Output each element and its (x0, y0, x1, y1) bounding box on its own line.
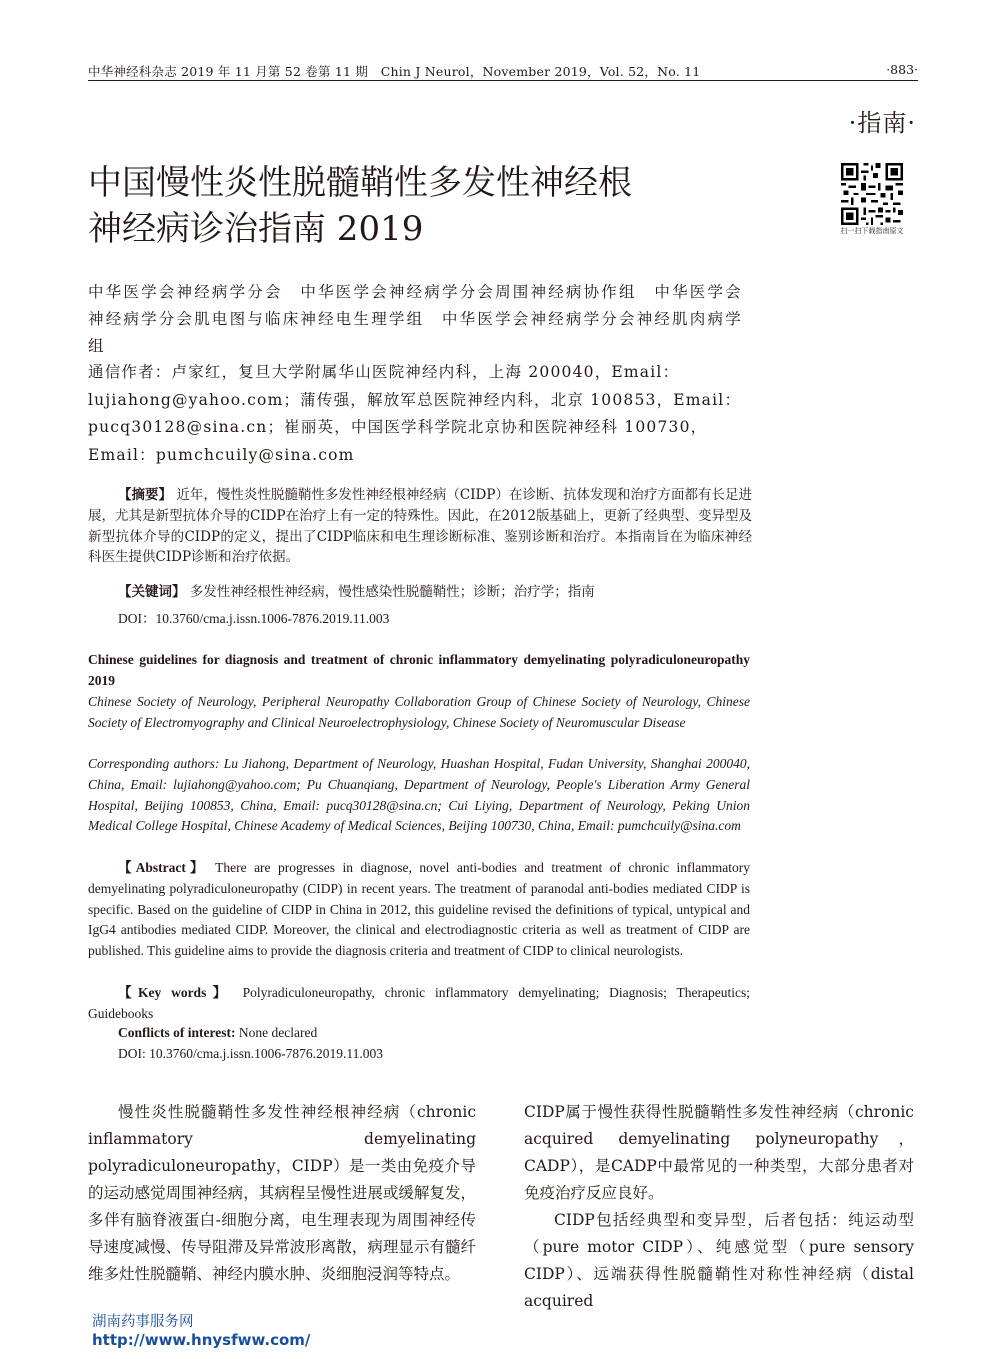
watermark-site-name: 湖南药事服务网 (92, 1314, 194, 1330)
english-title: Chinese guidelines for diagnosis and treatment of chronic inflammatory demyelinating polyradiculoneuropathy 2019 (88, 652, 750, 688)
article-title (88, 160, 708, 252)
body-left-column (88, 1099, 476, 1288)
keywords-cn-text: 多发性神经根性神经病，慢性感染性脱髓鞘性；诊断；治疗学；指南 (189, 584, 595, 600)
english-abstract-label: 【Abstract】 (118, 860, 208, 875)
doi-cn: DOI：10.3760/cma.j.issn.1006-7876.2019.11.003 (118, 611, 390, 626)
doi-en: DOI: 10.3760/cma.j.issn.1006-7876.2019.11.003 (118, 1046, 383, 1061)
body-paragraph: CIDP属于慢性获得性脱髓鞘性多发性神经病（chronic acquired demyelinating polyneuropathy，CADP），是CADP中最常见的一种类型，大部分患者对免疫治疗反应良好。 (524, 1103, 914, 1202)
coi-label: Conflicts of interest: (118, 1025, 236, 1040)
title-line-1: 中国慢性炎性脱髓鞘性多发性神经根 (88, 163, 632, 203)
corresponding-authors: 通信作者：卢家红，复旦大学附属华山医院神经内科，上海 200040，Email：lujiahong@yahoo.com；蒲传强，解放军总医院神经内科，北京 100853，Email：pucq30128@sina.cn；崔丽英，中国医学科学院北京协和医院神经科 100730，Email：pumchcuily@sina.com (88, 363, 742, 464)
body-paragraph: CIDP包括经典型和变异型，后者包括：纯运动型（pure motor CIDP）、纯感觉型（pure sensory CIDP）、远端获得性脱髓鞘性对称性神经病（distal acquired (524, 1211, 914, 1310)
title-line-2: 神经病诊治指南 2019 (88, 209, 424, 249)
qr-code-icon[interactable] (841, 163, 903, 225)
author-groups: 中华医学会神经病学分会 中华医学会神经病学分会周围神经病协作组 中华医学会神经病学分会肌电图与临床神经电生理学组 中华医学会神经病学分会神经肌肉病学组 (88, 283, 743, 355)
keywords-cn-label: 【关键词】 (118, 584, 186, 600)
english-keywords-label: 【Key words】 (118, 985, 233, 1000)
abstract-cn-label: 【摘要】 (118, 487, 173, 503)
conflicts-of-interest (118, 1025, 317, 1041)
page-number: ·883· (886, 62, 918, 77)
english-corresponding: Corresponding authors: Lu Jiahong, Department of Neurology, Huashan Hospital, Fudan University, Shanghai 200040, China, Email: lujiahong@yahoo.com; Pu Chuanqiang, Department of Neurology, People's Liberation Army General Hospital, Beijing 100853, China, Email: pucq30128@sina.cn; Cui Liying, Department of Neurology, Peking Union Medical College Hospital, Chinese Academy of Medical Sciences, Beijing 100730, China, Email: pumchcuily@sina.com (88, 756, 750, 834)
english-affiliations: Chinese Society of Neurology, Peripheral Neuropathy Collaboration Group of Chinese Society of Neurology, Chinese Society of Electromyography and Clinical Neuroelectrophysiology, Chinese Society of Neuromuscular Disease (88, 694, 750, 730)
keywords-cn (118, 582, 758, 602)
abstract-cn-text: 近年，慢性炎性脱髓鞘性多发性神经根神经病（CIDP）在诊断、抗体发现和治疗方面都有长足进展，尤其是新型抗体介导的CIDP在治疗上有一定的特殊性。因此，在2012版基础上，更新了经典型、变异型及新型抗体介导的CIDP的定义，提出了CIDP临床和电生理诊断标准、鉴别诊断和治疗。本指南旨在为临床神经科医生提供CIDP诊断和治疗依据。 (88, 487, 752, 566)
coi-text: None declared (238, 1025, 318, 1040)
body-right-column (524, 1099, 914, 1315)
body-paragraph: 慢性炎性脱髓鞘性多发性神经根神经病（chronic inflammatory demyelinating polyradiculoneuropathy，CIDP）是一类由免疫介导的运动感觉周围神经病，其病程呈慢性进展或缓解复发，多伴有脑脊液蛋白-细胞分离，电生理表现为周围神经传导速度减慢、传导阻滞及异常波形离散，病理显示有髓纤维多灶性脱髓鞘、神经内膜水肿、炎细胞浸润等特点。 (88, 1103, 476, 1283)
english-abstract (88, 858, 750, 962)
section-label: ·指南· (848, 109, 916, 137)
english-abstract-text: There are progresses in diagnose, novel anti-bodies and treatment of chronic inflammatory demyelinating polyradiculoneuropathy (CIDP) in recent years. The treatment of paranodal anti-bodies mediated CIDP is specific. Based on the guideline of CIDP in China in 2012, this guideline revised the definitions of typical, untypical and IgG4 antibodies mediated CIDP. Moreover, the clinical and electrodiagnostic criteria as well as treatment of CIDP are published. This guideline aims to provide the diagnosis criteria and treatment of CIDP to clinical neurologists. (88, 860, 750, 959)
header-rule (88, 80, 918, 81)
english-keywords (88, 983, 750, 1025)
running-head: 中华神经科杂志 2019 年 11 月第 52 卷第 11 期 Chin J Neurol，November 2019，Vol. 52，No. 11 (88, 64, 701, 79)
qr-caption: 扫一扫下载指南原文 (840, 227, 904, 235)
english-keywords-text: Polyradiculoneuropathy, chronic inflammatory demyelinating; Diagnosis; Therapeutics; Guidebooks (88, 985, 750, 1021)
abstract-cn (88, 485, 752, 568)
watermark-url-link[interactable]: http://www.hnysfww.com/ (92, 1331, 311, 1349)
